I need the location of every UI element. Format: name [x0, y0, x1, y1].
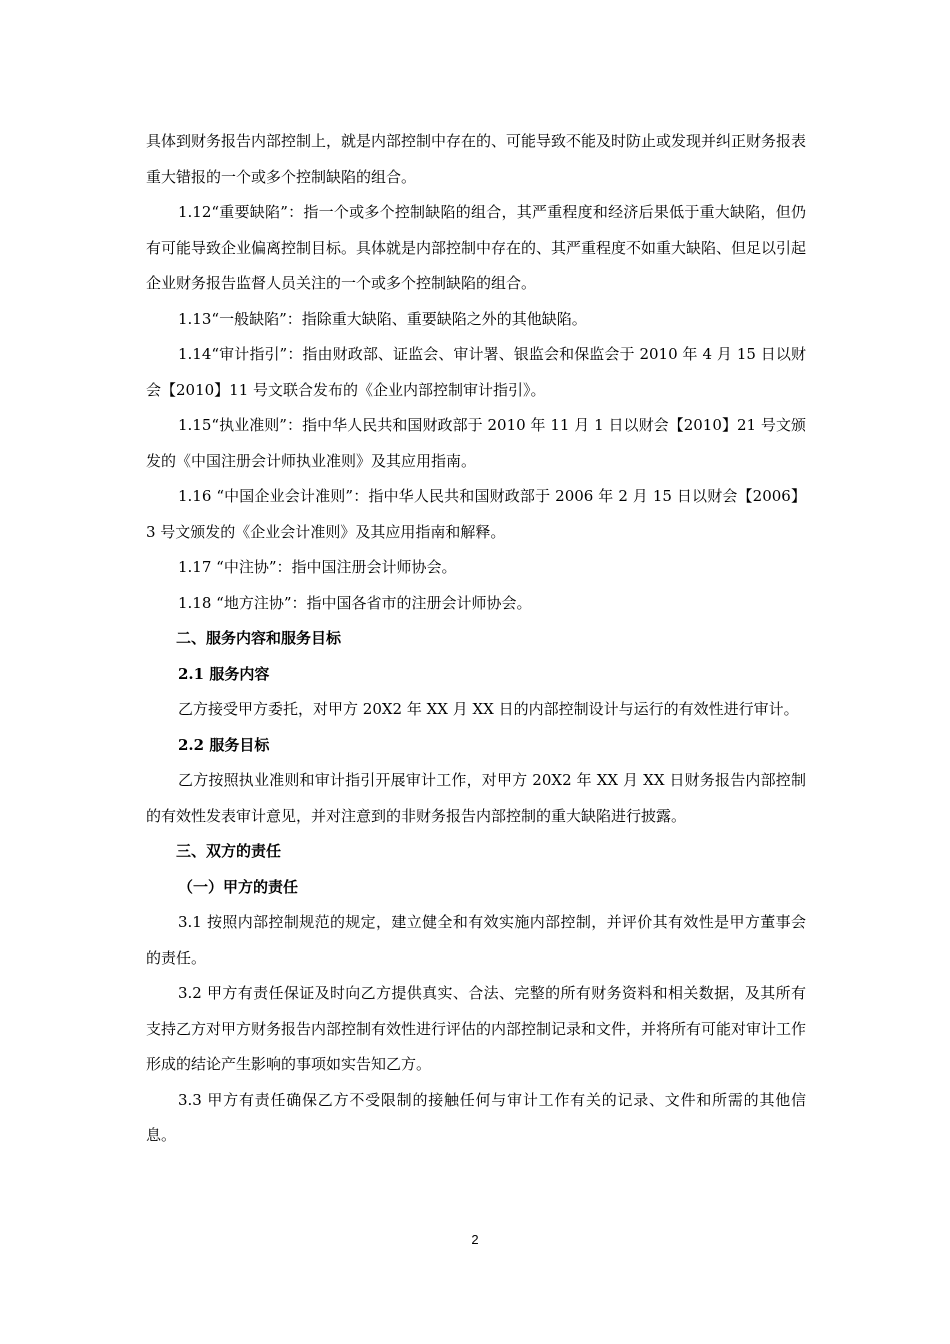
subheading-3-1: （一）甲方的责任 — [178, 877, 299, 896]
paragraph-3-2: 3.2 甲方有责任保证及时向乙方提供真实、合法、完整的所有财务资料和相关数据，及其所有支持乙方对甲方财务报告内部控制有效性进行评估的内部控制记录和文件，并将所有可能对审计工作形成的结论产生影响的事项如实告知乙方。 — [146, 984, 807, 1073]
paragraph-2-2: 乙方按照执业准则和审计指引开展审计工作，对甲方 20X2 年 XX 月 XX 日财务报告内部控制的有效性发表审计意见，并对注意到的非财务报告内部控制的重大缺陷进行披露。 — [146, 771, 806, 825]
paragraph-1-18: 1.18 “地方注协”：指中国各省市的注册会计师协会。 — [178, 593, 532, 612]
page-number: 2 — [471, 1232, 479, 1247]
paragraph-3-3: 3.3 甲方有责任确保乙方不受限制的接触任何与审计工作有关的记录、文件和所需的其他信息。 — [146, 1090, 806, 1144]
subheading-2-1: 2.1 服务内容 — [178, 664, 270, 683]
paragraph-1-16: 1.16 “中国企业会计准则”：指中华人民共和国财政部于 2006 年 2 月 15 日以财会【2006】3 号文颁发的《企业会计准则》及其应用指南和解释。 — [146, 487, 806, 541]
paragraph-1-14: 1.14“审计指引”：指由财政部、证监会、审计署、银监会和保监会于 2010 年 4 月 15 日以财会【2010】11 号文联合发布的《企业内部控制审计指引》。 — [146, 345, 806, 399]
paragraph-2-1: 乙方接受甲方委托，对甲方 20X2 年 XX 月 XX 日的内部控制设计与运行的有效性进行审计。 — [178, 700, 799, 718]
subheading-2-2: 2.2 服务目标 — [178, 735, 270, 754]
paragraph-continuation: 具体到财务报告内部控制上，就是内部控制中存在的、可能导致不能及时防止或发现并纠正财务报表重大错报的一个或多个控制缺陷的组合。 — [146, 132, 807, 186]
paragraph-3-1: 3.1 按照内部控制规范的规定，建立健全和有效实施内部控制，并评价其有效性是甲方董事会的责任。 — [146, 913, 806, 967]
paragraph-1-13: 1.13“一般缺陷”：指除重大缺陷、重要缺陷之外的其他缺陷。 — [178, 309, 587, 328]
paragraph-1-17: 1.17 “中注协”：指中国注册会计师协会。 — [178, 558, 457, 576]
paragraph-1-15: 1.15“执业准则”：指中华人民共和国财政部于 2010 年 11 月 1 日以财会【2010】21 号文颁发的《中国注册会计师执业准则》及其应用指南。 — [146, 416, 806, 470]
page-content — [146, 124, 806, 1154]
section-heading-3: 三、双方的责任 — [176, 842, 282, 860]
section-heading-2: 二、服务内容和服务目标 — [176, 629, 342, 647]
paragraph-1-12: 1.12“重要缺陷”：指一个或多个控制缺陷的组合，其严重程度和经济后果低于重大缺陷，但仍有可能导致企业偏离控制目标。具体就是内部控制中存在的、其严重程度不如重大缺陷、但足以引起企业财务报告监督人员关注的一个或多个控制缺陷的组合。 — [146, 203, 807, 292]
